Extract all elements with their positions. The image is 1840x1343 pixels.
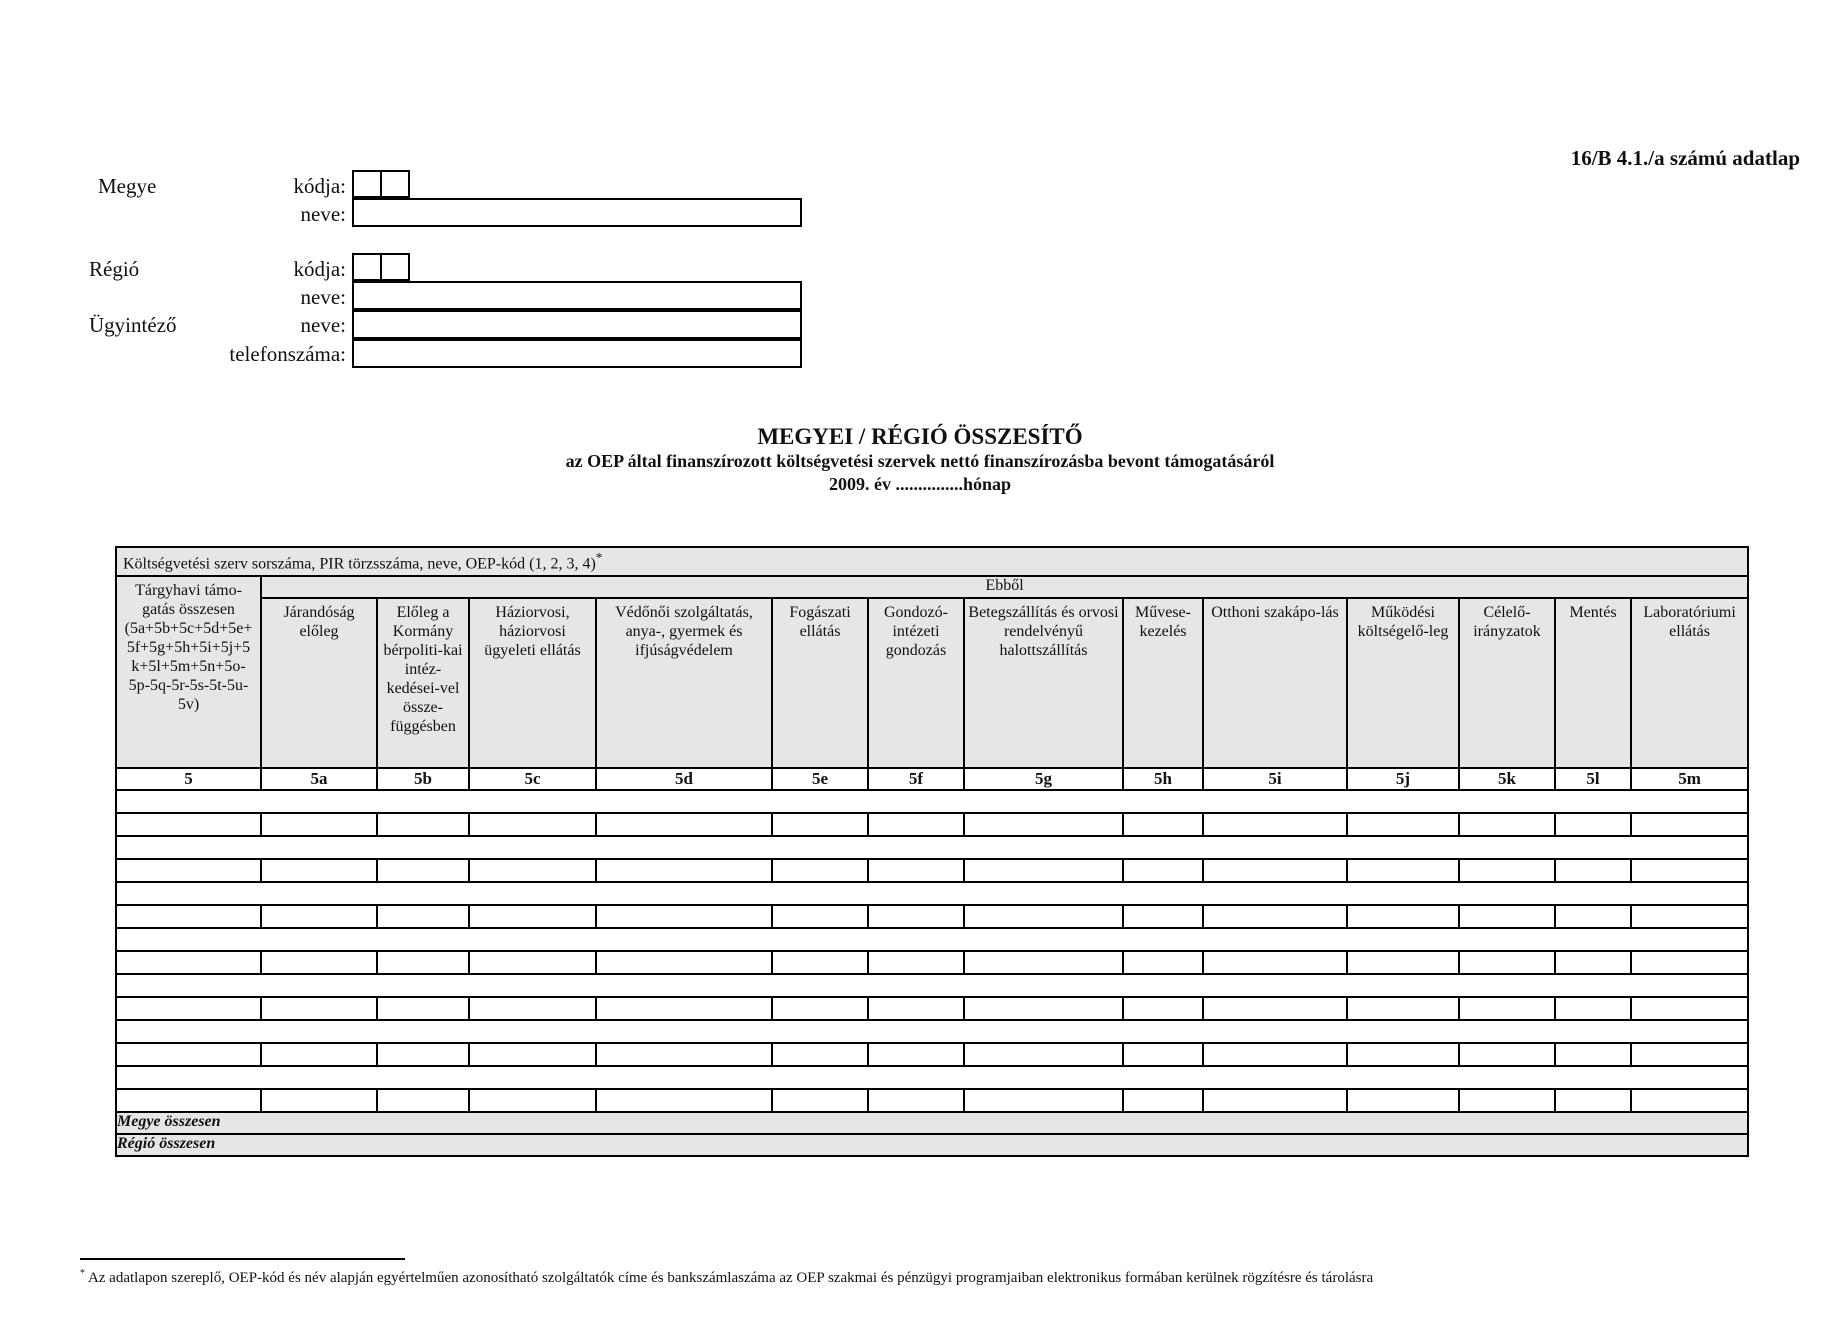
code-5c: 5c — [469, 768, 596, 790]
value-cell[interactable] — [868, 1043, 964, 1066]
value-cell[interactable] — [469, 1089, 596, 1112]
entity-name-cell[interactable] — [116, 836, 1748, 859]
col-header-5g: Betegszállítás és orvosi rendelvényű halottszállítás — [964, 598, 1123, 768]
code-5: 5 — [116, 768, 261, 790]
value-cell[interactable] — [772, 1043, 868, 1066]
code-5h: 5h — [1123, 768, 1203, 790]
value-cell[interactable] — [261, 813, 377, 836]
col-header-5e: Fogászati ellátás — [772, 598, 868, 768]
value-cell[interactable] — [1631, 813, 1748, 836]
value-cell[interactable] — [1203, 951, 1347, 974]
value-cell[interactable] — [116, 1043, 261, 1066]
value-cell[interactable] — [596, 951, 772, 974]
col-header-5f: Gondozó-intézeti gondozás — [868, 598, 964, 768]
code-5d: 5d — [596, 768, 772, 790]
entity-values-row[interactable] — [116, 905, 1748, 928]
form-id: 16/B 4.1./a számú adatlap — [1570, 146, 1800, 170]
column-code-row — [116, 768, 1748, 790]
entity-values-row[interactable] — [116, 1043, 1748, 1066]
value-cell[interactable] — [377, 1043, 469, 1066]
value-cell[interactable] — [1555, 951, 1631, 974]
entity-name-row[interactable] — [116, 1066, 1748, 1089]
entity-name-cell[interactable] — [116, 1020, 1748, 1043]
footnote-divider — [80, 1258, 405, 1260]
value-cell[interactable] — [1123, 905, 1203, 928]
ugyintezo-tel-label: telefonszáma: — [229, 342, 346, 366]
col-header-5j: Működési költségelő-leg — [1347, 598, 1459, 768]
value-cell[interactable] — [868, 859, 964, 882]
value-cell[interactable] — [1459, 951, 1555, 974]
value-cell[interactable] — [1347, 951, 1459, 974]
value-cell[interactable] — [116, 859, 261, 882]
value-cell[interactable] — [596, 859, 772, 882]
value-cell[interactable] — [1631, 997, 1748, 1020]
code-5g: 5g — [964, 768, 1123, 790]
page-title: MEGYEI / RÉGIÓ ÖSSZESÍTŐ — [757, 424, 1083, 449]
entity-name-cell[interactable] — [116, 1066, 1748, 1089]
regio-kod-field[interactable] — [352, 253, 408, 281]
value-cell[interactable] — [1123, 1089, 1203, 1112]
value-cell[interactable] — [469, 951, 596, 974]
code-5k: 5k — [1459, 768, 1555, 790]
value-cell[interactable] — [1555, 1089, 1631, 1112]
value-cell[interactable] — [377, 813, 469, 836]
value-cell[interactable] — [1631, 1089, 1748, 1112]
value-cell[interactable] — [868, 951, 964, 974]
col-header-5m: Laboratóriumi ellátás — [1631, 598, 1748, 768]
value-cell[interactable] — [772, 859, 868, 882]
value-cell[interactable] — [772, 813, 868, 836]
value-cell[interactable] — [772, 997, 868, 1020]
footnote-text: Az adatlapon szereplő, OEP-kód és név alapján egyértelműen azonosítható szolgáltatók címe és bankszámlaszáma az OEP szakmai és pénzügyi programjaiban elektronikus formában kerülnek rögzítésre és tárolásra — [87, 1270, 1374, 1286]
megye-nev-field[interactable] — [352, 198, 802, 227]
value-cell[interactable] — [1631, 905, 1748, 928]
value-cell[interactable] — [1347, 905, 1459, 928]
value-cell[interactable] — [1631, 859, 1748, 882]
value-cell[interactable] — [596, 1043, 772, 1066]
col-header-5i: Otthoni szakápo-lás — [1203, 598, 1347, 768]
regio-nev-label: neve: — [300, 285, 346, 309]
megye-label: Megye — [98, 174, 157, 198]
value-cell[interactable] — [469, 859, 596, 882]
value-cell[interactable] — [868, 813, 964, 836]
value-cell[interactable] — [596, 1089, 772, 1112]
entity-name-row[interactable] — [116, 974, 1748, 997]
value-cell[interactable] — [868, 905, 964, 928]
value-cell[interactable] — [964, 859, 1123, 882]
col-header-total: Tárgyhavi támo-gatás összesen (5a+5b+5c+5d+5e+ 5f+5g+5h+5i+5j+5 k+5l+5m+5n+5o- 5p-5q-5r-5s-5t-5u- 5v) — [116, 576, 261, 768]
value-cell[interactable] — [261, 997, 377, 1020]
ugyintezo-nev-label: neve: — [300, 313, 346, 337]
value-cell[interactable] — [116, 997, 261, 1020]
entity-values-row[interactable] — [116, 813, 1748, 836]
col-header-5l: Mentés — [1555, 598, 1631, 768]
value-cell[interactable] — [1555, 905, 1631, 928]
value-cell[interactable] — [1459, 997, 1555, 1020]
value-cell[interactable] — [1459, 1043, 1555, 1066]
value-cell[interactable] — [964, 951, 1123, 974]
footnote — [80, 1268, 1800, 1287]
col-header-5h: Művese-kezelés — [1123, 598, 1203, 768]
megye-kod-label: kódja: — [293, 174, 346, 198]
value-cell[interactable] — [261, 1043, 377, 1066]
table-top-header-text: Költségvetési szerv sorszáma, PIR törzsszáma, neve, OEP-kód (1, 2, 3, 4) — [123, 555, 596, 573]
value-cell[interactable] — [772, 1089, 868, 1112]
summary-table — [115, 546, 1749, 1157]
code-5i: 5i — [1203, 768, 1347, 790]
entity-name-cell[interactable] — [116, 882, 1748, 905]
value-cell[interactable] — [596, 905, 772, 928]
megye-kod-field[interactable] — [352, 170, 408, 198]
entity-name-row[interactable] — [116, 928, 1748, 951]
value-cell[interactable] — [261, 1089, 377, 1112]
value-cell[interactable] — [1347, 997, 1459, 1020]
col-header-5c: Háziorvosi, háziorvosi ügyeleti ellátás — [469, 598, 596, 768]
value-cell[interactable] — [377, 951, 469, 974]
entity-name-cell[interactable] — [116, 928, 1748, 951]
entity-values-row[interactable] — [116, 951, 1748, 974]
value-cell[interactable] — [1459, 905, 1555, 928]
footnote-ref: * — [595, 550, 603, 565]
value-cell[interactable] — [964, 905, 1123, 928]
col-header-5d: Védőnői szolgáltatás, anya-, gyermek és ifjúságvédelem — [596, 598, 772, 768]
code-5a: 5a — [261, 768, 377, 790]
code-5b: 5b — [377, 768, 469, 790]
entity-values-row[interactable] — [116, 997, 1748, 1020]
value-cell[interactable] — [772, 905, 868, 928]
entity-name-cell[interactable] — [116, 790, 1748, 813]
value-cell[interactable] — [1459, 859, 1555, 882]
entity-name-row[interactable] — [116, 836, 1748, 859]
regio-total-row: Régió összesen — [116, 1134, 1748, 1156]
megye-nev-label: neve: — [300, 202, 346, 226]
value-cell[interactable] — [964, 1089, 1123, 1112]
value-cell[interactable] — [772, 951, 868, 974]
value-cell[interactable] — [1555, 813, 1631, 836]
value-cell[interactable] — [469, 905, 596, 928]
value-cell[interactable] — [377, 997, 469, 1020]
code-5f: 5f — [868, 768, 964, 790]
data-rows — [116, 790, 1748, 1112]
value-cell[interactable] — [1347, 1089, 1459, 1112]
value-cell[interactable] — [377, 1089, 469, 1112]
value-cell[interactable] — [868, 1089, 964, 1112]
code-5m: 5m — [1631, 768, 1748, 790]
value-cell[interactable] — [116, 905, 261, 928]
value-cell[interactable] — [261, 951, 377, 974]
code-5l: 5l — [1555, 768, 1631, 790]
value-cell[interactable] — [1347, 813, 1459, 836]
value-cell[interactable] — [1631, 1043, 1748, 1066]
value-cell[interactable] — [1123, 813, 1203, 836]
value-cell[interactable] — [116, 951, 261, 974]
period-line: 2009. év ...............hónap — [828, 474, 1012, 494]
col-header-5a: Járandóság előleg — [261, 598, 377, 768]
code-5j: 5j — [1347, 768, 1459, 790]
value-cell[interactable] — [261, 859, 377, 882]
value-cell[interactable] — [1459, 1089, 1555, 1112]
ugyintezo-label: Ügyintéző — [89, 313, 177, 337]
value-cell[interactable] — [964, 997, 1123, 1020]
entity-name-row[interactable] — [116, 790, 1748, 813]
value-cell[interactable] — [1203, 1089, 1347, 1112]
megye-total-row: Megye összesen — [116, 1112, 1748, 1134]
value-cell[interactable] — [1347, 1043, 1459, 1066]
regio-label: Régió — [89, 257, 140, 281]
table-top-header — [116, 547, 1748, 576]
value-cell[interactable] — [1555, 859, 1631, 882]
entity-name-row[interactable] — [116, 1020, 1748, 1043]
ugyintezo-nev-field[interactable] — [352, 310, 802, 339]
value-cell[interactable] — [1123, 951, 1203, 974]
entity-values-row[interactable] — [116, 859, 1748, 882]
value-cell[interactable] — [1555, 997, 1631, 1020]
value-cell[interactable] — [596, 813, 772, 836]
value-cell[interactable] — [868, 997, 964, 1020]
value-cell[interactable] — [1203, 813, 1347, 836]
value-cell[interactable] — [1459, 813, 1555, 836]
value-cell[interactable] — [1555, 1043, 1631, 1066]
regio-nev-field[interactable] — [352, 281, 802, 310]
value-cell[interactable] — [964, 1043, 1123, 1066]
value-cell[interactable] — [469, 997, 596, 1020]
value-cell[interactable] — [1347, 859, 1459, 882]
value-cell[interactable] — [377, 905, 469, 928]
code-5e: 5e — [772, 768, 868, 790]
value-cell[interactable] — [261, 905, 377, 928]
value-cell[interactable] — [377, 859, 469, 882]
ugyintezo-tel-field[interactable] — [352, 339, 802, 368]
page-subtitle: az OEP által finanszírozott költségvetési szervek nettó finanszírozásba bevont támogatásáról — [565, 451, 1275, 471]
footnote-mark: * — [80, 1268, 85, 1279]
value-cell[interactable] — [1203, 905, 1347, 928]
value-cell[interactable] — [469, 1043, 596, 1066]
entity-name-cell[interactable] — [116, 974, 1748, 997]
entity-values-row[interactable] — [116, 1089, 1748, 1112]
value-cell[interactable] — [1203, 1043, 1347, 1066]
value-cell[interactable] — [469, 813, 596, 836]
value-cell[interactable] — [1123, 1043, 1203, 1066]
value-cell[interactable] — [1631, 951, 1748, 974]
regio-kod-label: kódja: — [293, 257, 346, 281]
value-cell[interactable] — [116, 1089, 261, 1112]
value-cell[interactable] — [1203, 859, 1347, 882]
col-header-5k: Célelő-irányzatok — [1459, 598, 1555, 768]
value-cell[interactable] — [116, 813, 261, 836]
value-cell[interactable] — [596, 997, 772, 1020]
value-cell[interactable] — [1123, 859, 1203, 882]
ebbol-header: Ebből — [261, 576, 1748, 598]
value-cell[interactable] — [964, 813, 1123, 836]
value-cell[interactable] — [1123, 997, 1203, 1020]
col-header-5b: Előleg a Kormány bérpoliti-kai intéz-kedései-vel össze-függésben — [377, 598, 469, 768]
entity-name-row[interactable] — [116, 882, 1748, 905]
value-cell[interactable] — [1203, 997, 1347, 1020]
